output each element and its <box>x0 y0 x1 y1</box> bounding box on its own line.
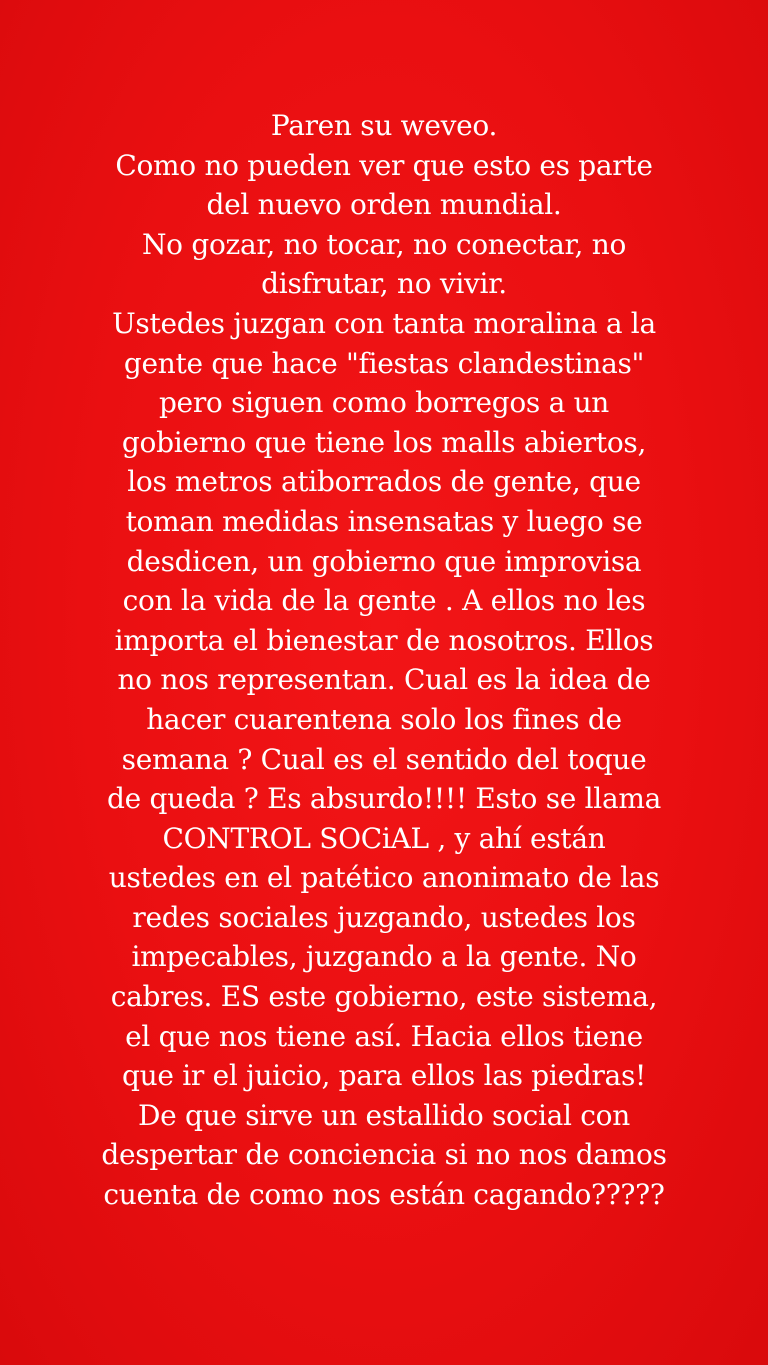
story-text-block <box>40 106 728 1215</box>
story-text-line: no nos representan. Cual es la idea de <box>117 663 651 697</box>
story-text-line: pero siguen como borregos a un <box>158 386 610 420</box>
story-text-line: No gozar, no tocar, no conectar, no <box>141 227 627 261</box>
story-text-line: que ir el juicio, para ellos las piedras! <box>122 1059 646 1093</box>
story-text-line: toman medidas insensatas y luego se <box>125 504 643 538</box>
story-text-line: Paren su weveo. <box>270 109 498 142</box>
story-text-line: cuenta de como nos están cagando????? <box>103 1178 665 1212</box>
story-text-line: ustedes en el patético anonimato de las <box>108 861 660 895</box>
story-text-line: con la vida de la gente . A ellos no les <box>122 584 646 618</box>
story-text-line: Ustedes juzgan con tanta moralina a la <box>112 306 656 340</box>
story-text-line: redes sociales juzgando, ustedes los <box>132 900 636 934</box>
story-text-line: el que nos tiene así. Hacia ellos tiene <box>125 1019 643 1053</box>
story-text-line: los metros atiborrados de gente, que <box>127 465 641 499</box>
story-text-line: del nuevo orden mundial. <box>206 188 562 222</box>
story-text-line: gobierno que tiene los malls abiertos, <box>121 425 647 459</box>
story-text-line: desdicen, un gobierno que improvisa <box>126 544 642 578</box>
story-text-line: Como no pueden ver que esto es parte <box>115 148 653 182</box>
story-text-line: importa el bienestar de nosotros. Ellos <box>114 623 654 657</box>
story-text-line: cabres. ES este gobierno, este sistema, <box>110 980 658 1014</box>
story-text-line: impecables, juzgando a la gente. No <box>131 940 637 974</box>
story-text-line: De que sirve un estallido social con <box>138 1098 630 1132</box>
story-text-line: despertar de conciencia si no nos damos <box>101 1138 667 1172</box>
story-text-line: de queda ? Es absurdo!!!! Esto se llama <box>107 782 661 816</box>
story-text-line: gente que hace "fiestas clandestinas" <box>123 346 645 380</box>
story-text-line: CONTROL SOCiAL , y ahí están <box>162 821 606 855</box>
story-text-line: semana ? Cual es el sentido del toque <box>121 742 647 776</box>
story-text-line: disfrutar, no vivir. <box>261 267 507 301</box>
story-text-line: hacer cuarentena solo los fines de <box>146 702 622 736</box>
